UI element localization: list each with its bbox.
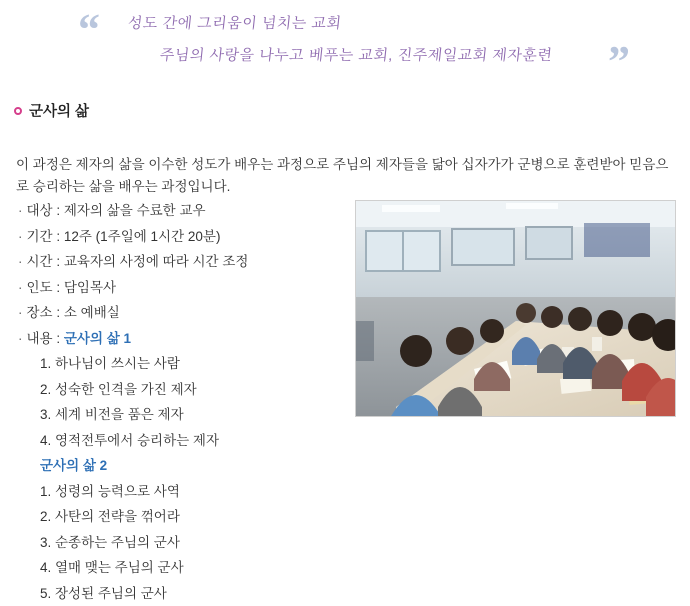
- list-item: [18, 249, 348, 275]
- course1-list: [18, 351, 348, 453]
- dot-icon: ·: [18, 203, 23, 218]
- dot-icon: ·: [18, 331, 23, 346]
- quote-open-icon: “: [78, 8, 100, 52]
- quote-header: [0, 0, 690, 92]
- intro-paragraph: 이 과정은 제자의 삶을 이수한 성도가 배우는 과정으로 주님의 제자들을 닮아 십자가가 군병으로 훈련받아 믿음으로 승리하는 삶을 배우는 과정입니다.: [16, 154, 676, 198]
- detail-label: 인도: [27, 280, 53, 295]
- detail-value: 소 예배실: [64, 305, 120, 320]
- list-item: [18, 326, 348, 352]
- detail-separator: :: [53, 229, 64, 244]
- dot-icon: ·: [18, 305, 23, 320]
- list-item: [18, 224, 348, 250]
- detail-label: 시간: [27, 254, 53, 269]
- list-item: 4. 열매 맺는 주님의 군사: [40, 555, 348, 581]
- list-item: 1. 성령의 능력으로 사역: [40, 479, 348, 505]
- section-title-label: 군사의 삶: [29, 100, 89, 121]
- dot-icon: ·: [18, 229, 23, 244]
- course2-list: [18, 479, 348, 606]
- dot-icon: ·: [18, 280, 23, 295]
- list-item: 3. 순종하는 주님의 군사: [40, 530, 348, 556]
- quote-line-2: 주님의 사랑을 나누고 베푸는 교회, 진주제일교회 제자훈련: [159, 44, 554, 65]
- list-item: [18, 198, 348, 224]
- bible-study-class-photo: [355, 200, 676, 417]
- detail-separator: :: [53, 331, 64, 346]
- list-item: 1. 하나님이 쓰시는 사람: [40, 351, 348, 377]
- detail-value: 담임목사: [64, 280, 116, 295]
- page-title: [14, 100, 89, 121]
- list-item: 5. 장성된 주님의 군사: [40, 581, 348, 606]
- detail-label: 대상: [27, 203, 53, 218]
- ring-bullet-icon: [14, 107, 22, 115]
- detail-separator: :: [53, 305, 64, 320]
- list-item: [18, 275, 348, 301]
- list-item: 2. 성숙한 인격을 가진 제자: [40, 377, 348, 403]
- quote-line-1: 성도 간에 그리움이 넘치는 교회: [127, 12, 343, 33]
- quote-close-icon: ”: [608, 40, 630, 84]
- list-item: 4. 영적전투에서 승리하는 제자: [40, 428, 348, 454]
- detail-value: 교육자의 사정에 따라 시간 조정: [64, 254, 249, 269]
- course2-title: 군사의 삶 2: [18, 453, 348, 479]
- detail-value: 12주 (1주일에 1시간 20분): [64, 229, 221, 244]
- list-item: 3. 세계 비전을 품은 제자: [40, 402, 348, 428]
- dot-icon: ·: [18, 254, 23, 269]
- detail-label: 기간: [27, 229, 53, 244]
- list-item: 2. 사탄의 전략을 꺾어라: [40, 504, 348, 530]
- course1-title: 군사의 삶 1: [64, 331, 131, 346]
- detail-value: 제자의 삶을 수료한 교우: [64, 203, 206, 218]
- detail-separator: :: [53, 280, 64, 295]
- detail-separator: :: [53, 254, 64, 269]
- detail-separator: :: [53, 203, 64, 218]
- detail-label: 장소: [27, 305, 53, 320]
- list-item: [18, 300, 348, 326]
- course-details: [18, 198, 348, 606]
- detail-label: 내용: [27, 331, 53, 346]
